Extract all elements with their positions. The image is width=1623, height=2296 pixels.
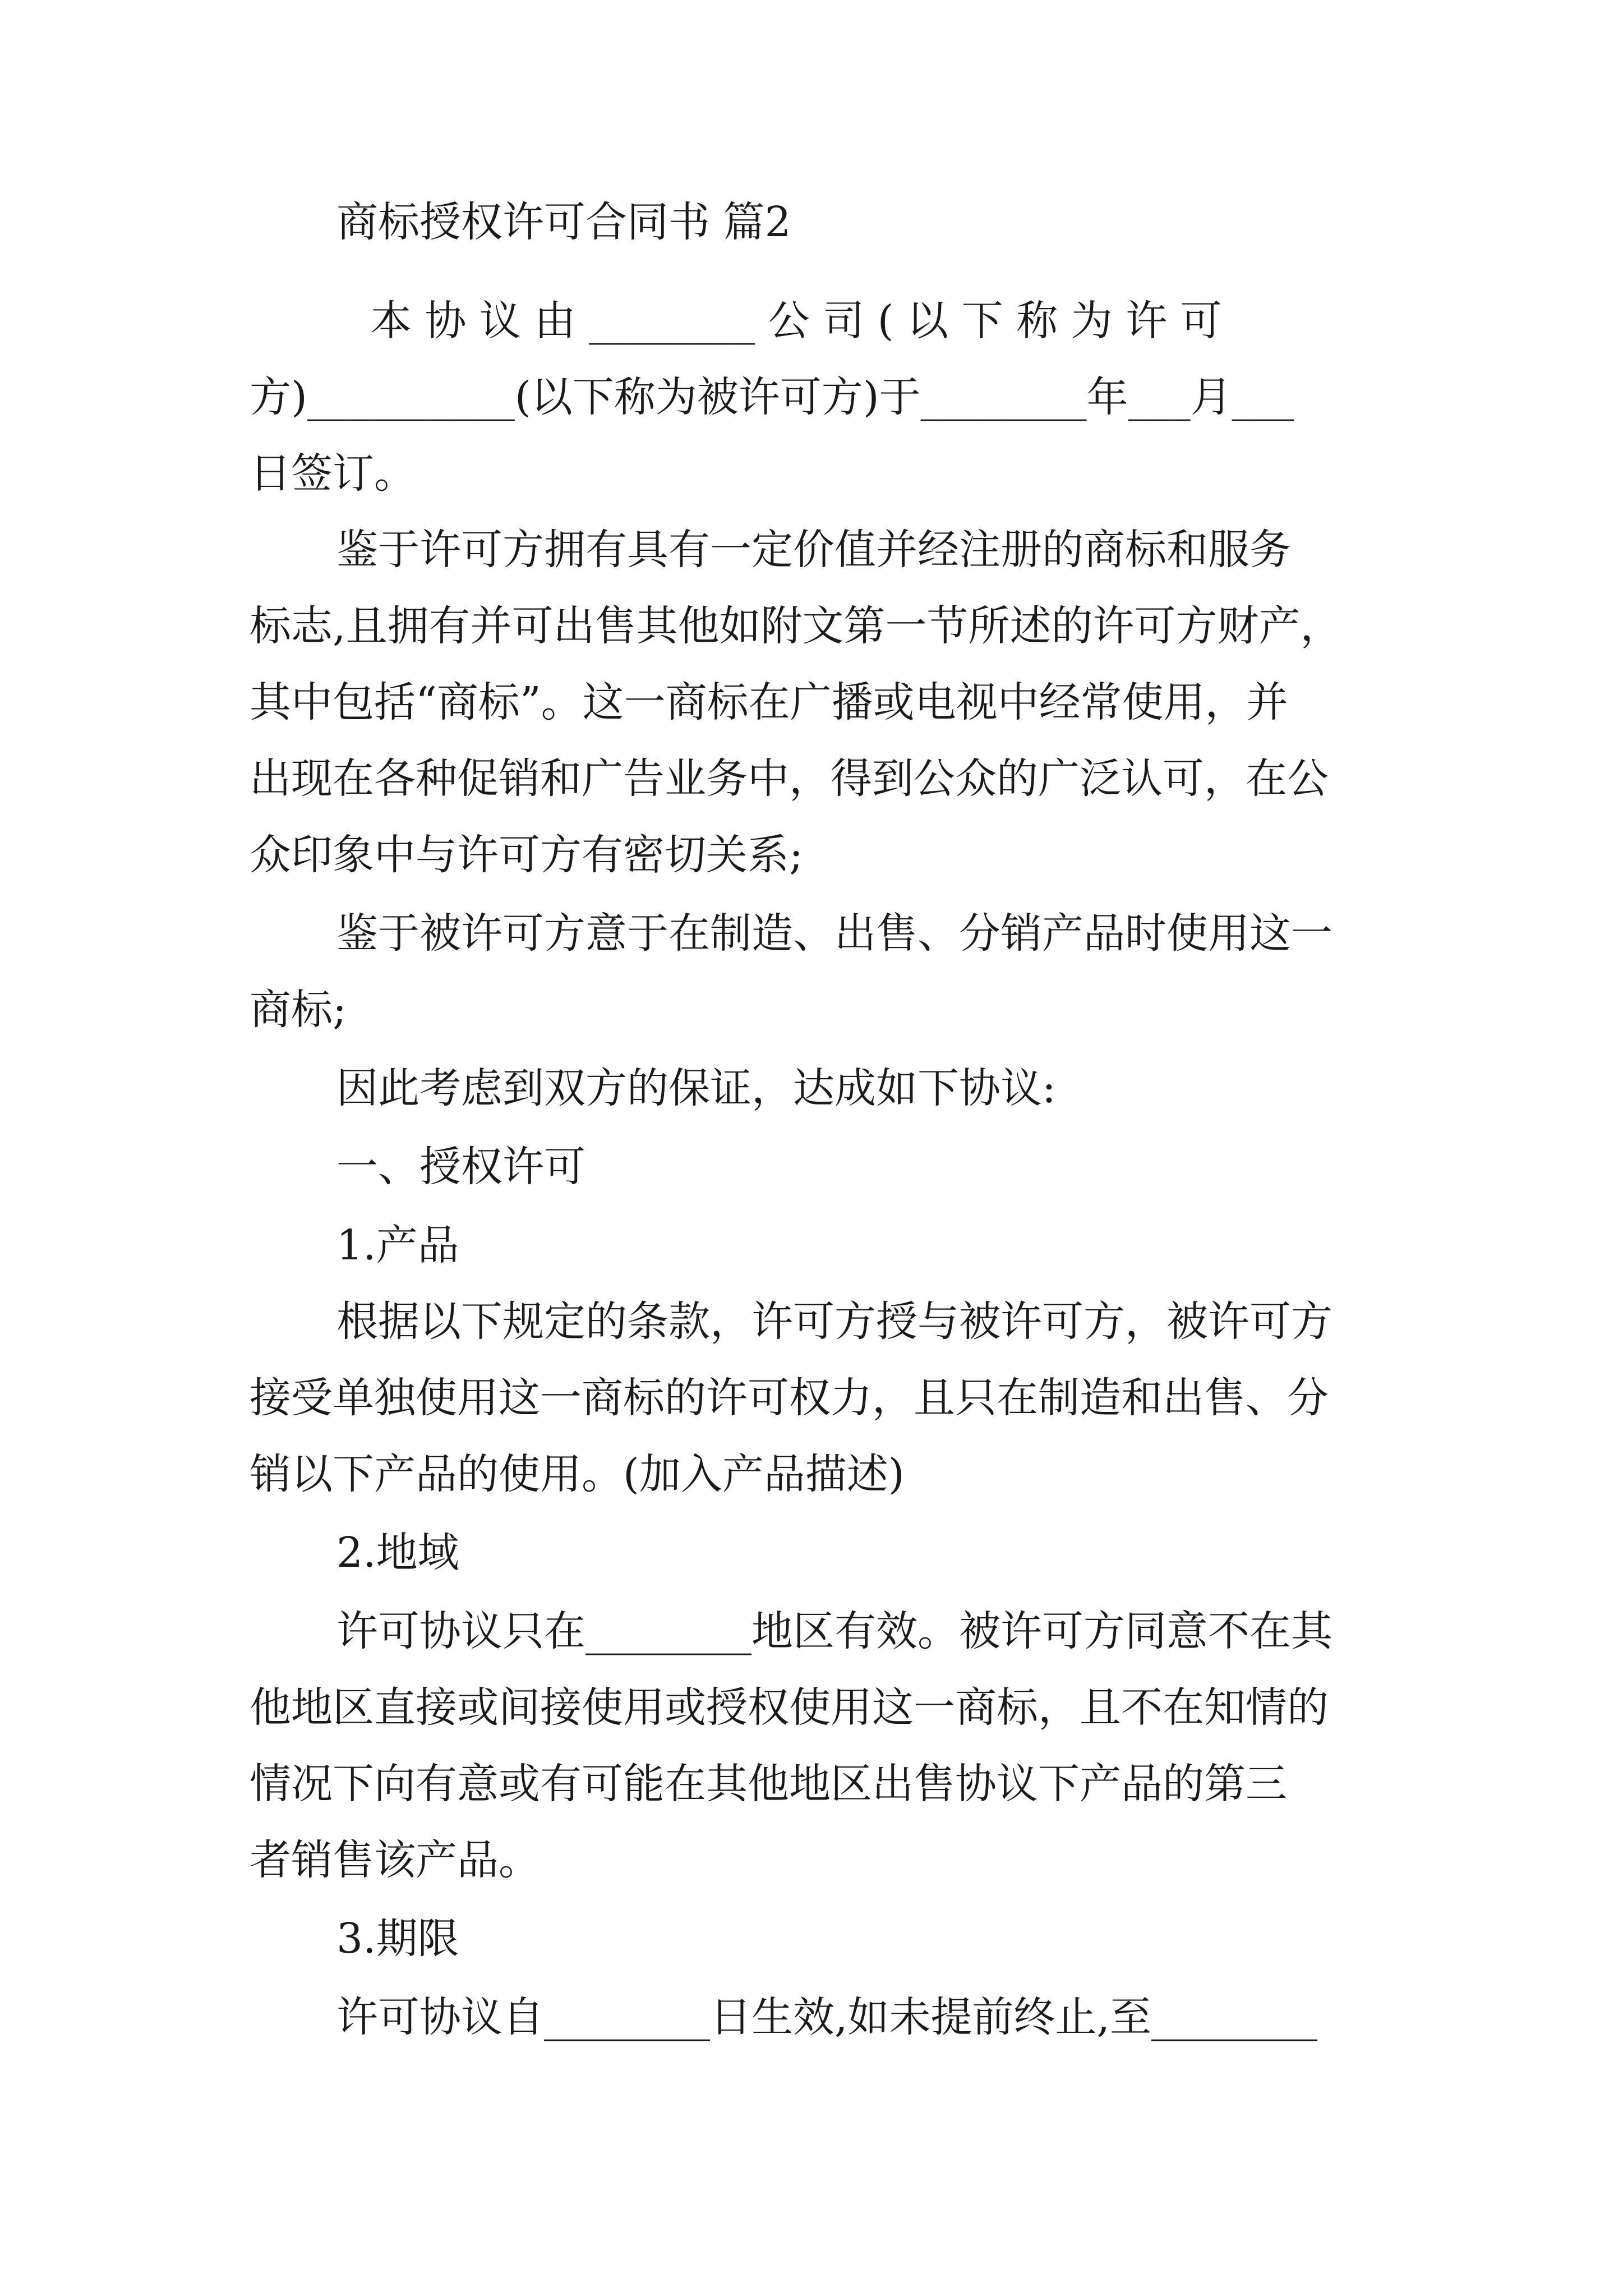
paragraph-line: 出现在各种促销和广告业务中，得到公众的广泛认可，在公	[250, 754, 1329, 803]
paragraph-line: 接受单独使用这一商标的许可权力，且只在制造和出售、分	[250, 1374, 1329, 1422]
paragraph-line: 商标;	[250, 986, 347, 1034]
section-heading: 一、授权许可	[336, 1143, 585, 1191]
subsection-heading: 2.地域	[336, 1529, 459, 1577]
paragraph-line: 销以下产品的使用。(加入产品描述)	[250, 1450, 905, 1498]
paragraph-line: 因此考虑到双方的保证，达成如下协议:	[336, 1064, 1056, 1112]
paragraph-line: 者销售该产品。	[250, 1836, 540, 1884]
paragraph-line: 许可协议自________日生效,如未提前终止,至________	[336, 1993, 1318, 2041]
subsection-heading: 3.期限	[336, 1915, 459, 1963]
paragraph-line: 根据以下规定的条款，许可方授与被许可方，被许可方	[336, 1297, 1332, 1346]
paragraph-line: 许可协议只在________地区有效。被许可方同意不在其	[336, 1607, 1332, 1655]
paragraph-line: 本 协 议 由 ________ 公 司 ( 以 下 称 为 许 可	[370, 297, 1222, 345]
paragraph-line: 方)__________(以下称为被许可方)于________年___月___	[250, 373, 1294, 421]
paragraph-line: 情况下向有意或有可能在其他地区出售协议下产品的第三	[250, 1760, 1287, 1808]
paragraph-line: 他地区直接或间接使用或授权使用这一商标，且不在知情的	[250, 1683, 1329, 1732]
paragraph-line: 鉴于被许可方意于在制造、出售、分销产品时使用这一	[336, 909, 1332, 958]
paragraph-line: 鉴于许可方拥有具有一定价值并经注册的商标和服务	[336, 526, 1291, 574]
paragraph-line: 其中包括“商标”。这一商标在广播或电视中经常使用，并	[250, 678, 1288, 726]
document-title: 商标授权许可合同书 篇2	[336, 198, 791, 246]
paragraph-line: 日签订。	[250, 449, 416, 498]
paragraph-line: 标志,且拥有并可出售其他如附文第一节所述的许可方财产，	[250, 602, 1342, 650]
paragraph-line: 众印象中与许可方有密切关系;	[250, 831, 803, 879]
subsection-heading: 1.产品	[336, 1221, 459, 1269]
